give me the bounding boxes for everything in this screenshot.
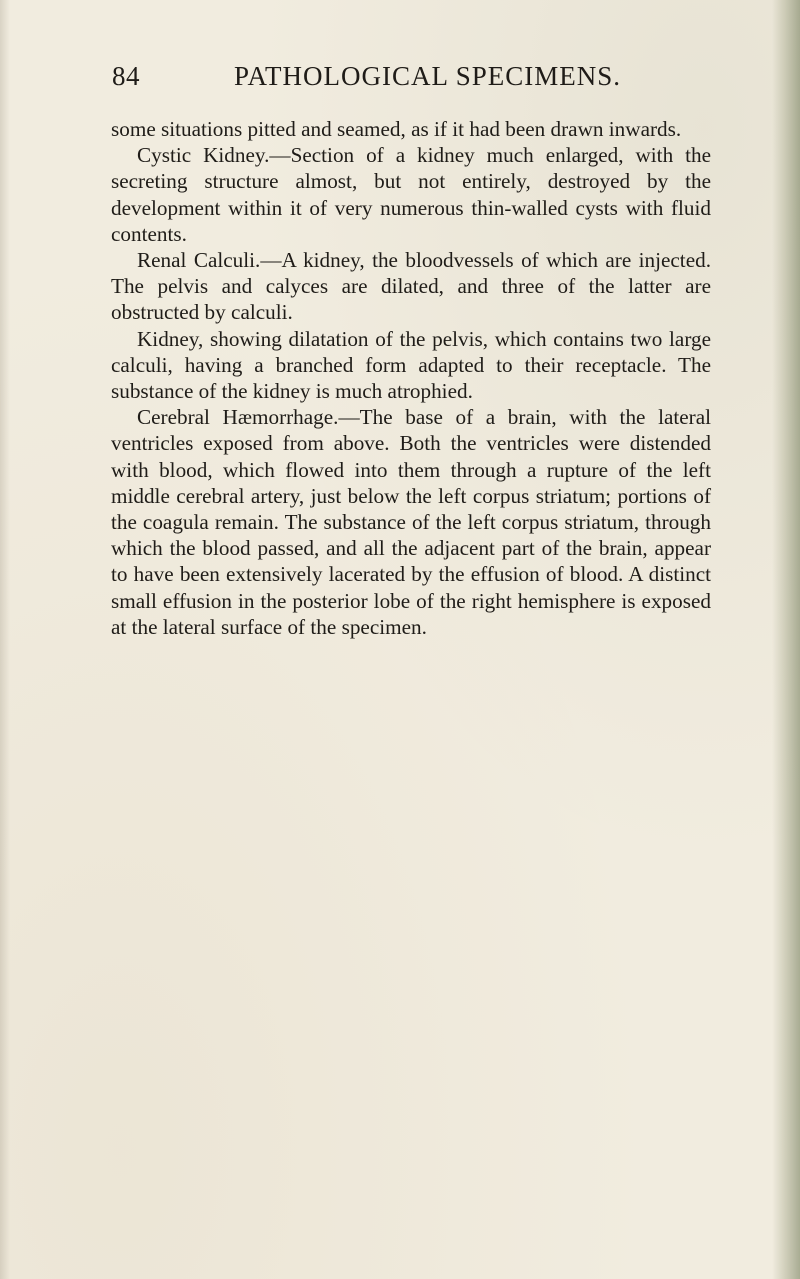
page-left-edge-shadow xyxy=(0,0,10,1279)
running-head: PATHOLOGICAL SPECIMENS. xyxy=(234,61,622,91)
paragraph-cerebral-haemorrhage: Cerebral Hæmorrhage.—The base of a brain, with the lateral ventricles exposed from above. Both the ventricles were distended with blood, which flowed into them through a rupture of the left middle cerebral artery, just below the left corpus striatum; portions of the coagula remain. The substance of the left corpus striatum, through which the blood passed, and all the adjacent part of the brain, appear to have been extensively lacerated by the effusion of blood. A distinct small effusion in the posterior lobe of the right hemisphere is exposed at the lateral surface of the specimen. xyxy=(111,405,711,639)
paragraph-continuation: some situations pitted and seamed, as if it had been drawn inwards. xyxy=(111,117,682,141)
page-number: 84 xyxy=(112,61,140,91)
paragraph-kidney-dilatation: Kidney, showing dilatation of the pelvis, which contains two large calculi, having a branched form adapted to their receptacle. The substance of the kidney is much atrophied. xyxy=(111,326,711,404)
paragraph-cystic-kidney: Cystic Kidney.—Section of a kidney much enlarged, with the secreting structure almost, but not entirely, destroyed by the development within it of very numerous thin-walled cysts with fluid contents. xyxy=(111,143,711,246)
body-text xyxy=(111,116,711,640)
page-header xyxy=(112,58,712,98)
paragraph-renal-calculi: Renal Calculi.—A kidney, the bloodvessels of which are injected. The pelvis and calyces are dilated, and three of the latter are obstructed by calculi. xyxy=(111,248,711,325)
page-right-edge-shadow xyxy=(772,0,800,1279)
